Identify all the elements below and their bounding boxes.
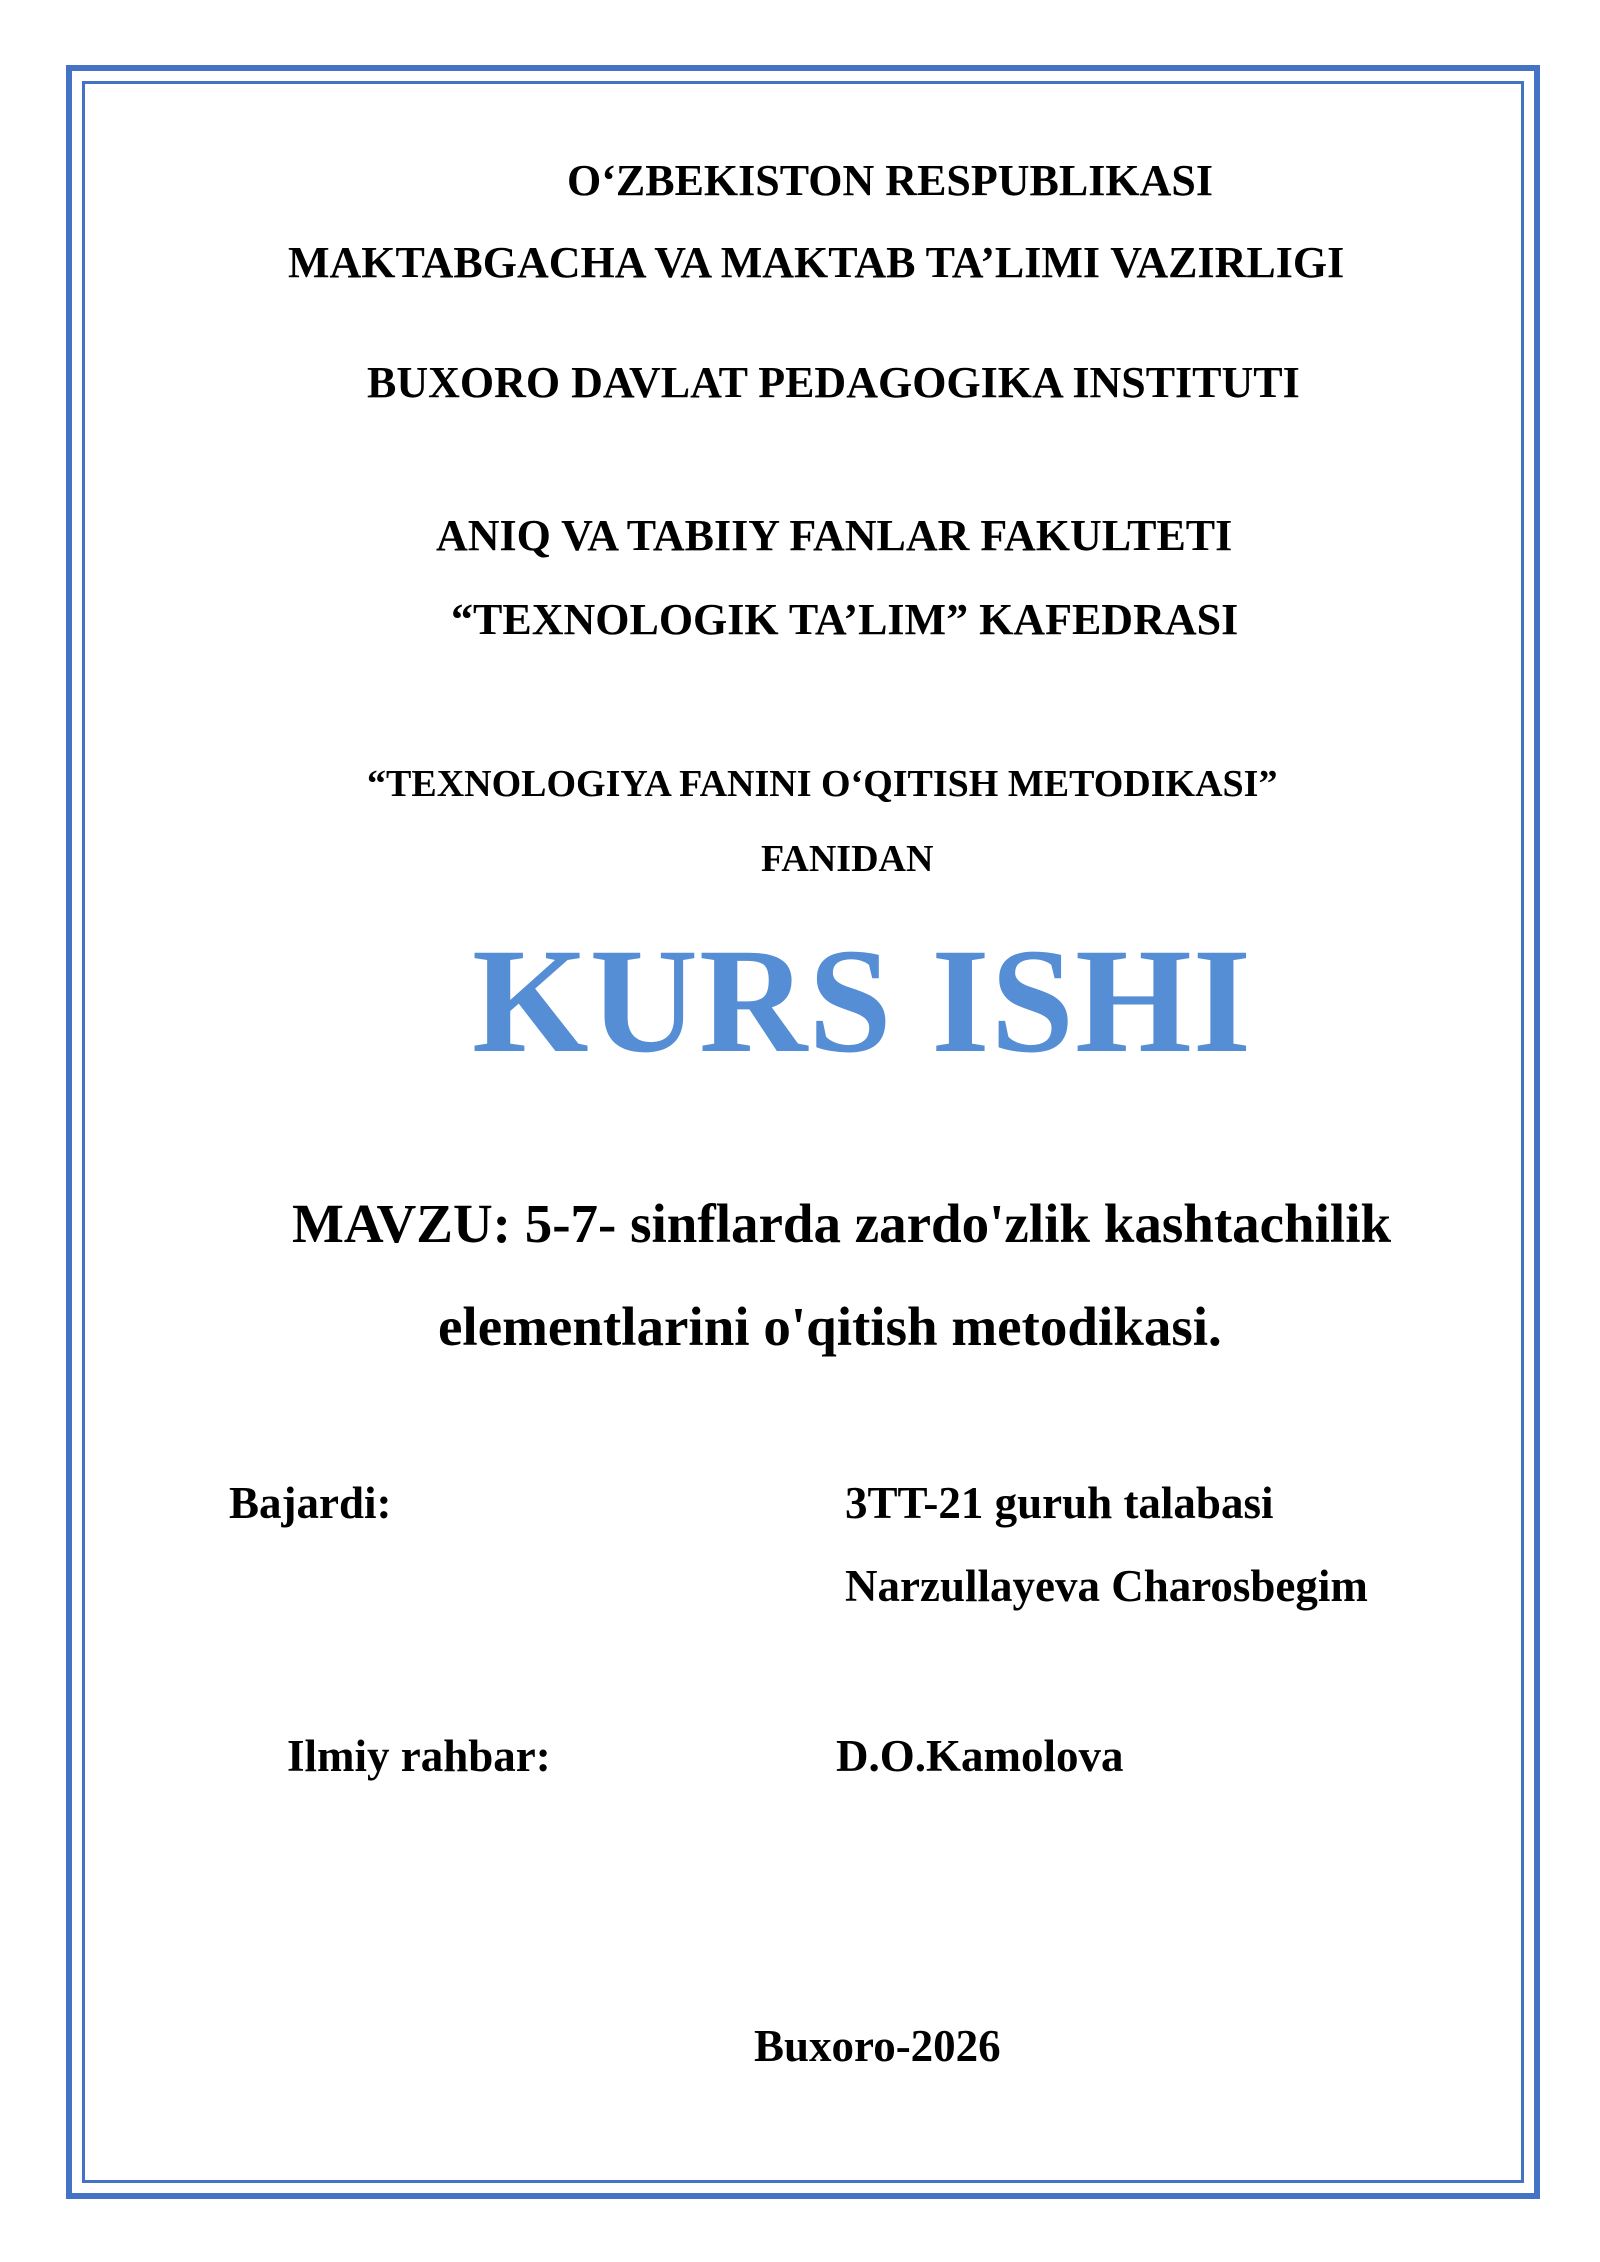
topic-line-2: elementlarini o'qitish metodikasi. <box>438 1296 1222 1357</box>
topic-line-1: MAVZU: 5-7- sinflarda zardo'zlik kashtachilik <box>292 1193 1392 1254</box>
subject-suffix: FANIDAN <box>761 838 934 880</box>
ministry-heading: MAKTABGACHA VA MAKTAB TA’LIMI VAZIRLIGI <box>288 238 1345 287</box>
performer-label: Bajardi: <box>229 1478 392 1528</box>
institute-heading: BUXORO DAVLAT PEDAGOGIKA INSTITUTI <box>367 358 1300 407</box>
republic-heading: O‘ZBEKISTON RESPUBLIKASI <box>567 156 1213 205</box>
supervisor-name: D.O.Kamolova <box>836 1731 1124 1781</box>
city-year: Buxoro-2026 <box>754 2021 1001 2071</box>
performer-name: Narzullayeva Charosbegim <box>845 1561 1368 1611</box>
supervisor-label: Ilmiy rahbar: <box>287 1731 551 1781</box>
performer-group: 3TT-21 guruh talabasi <box>845 1478 1274 1528</box>
department-heading: “TEXNOLOGIK TA’LIM” KAFEDRASI <box>451 595 1239 644</box>
faculty-heading: ANIQ VA TABIIY FANLAR FAKULTETI <box>436 511 1233 560</box>
document-title: KURS ISHI <box>472 918 1253 1084</box>
subject-title: “TEXNOLOGIYA FANINI O‘QITISH METODIKASI” <box>367 763 1278 805</box>
